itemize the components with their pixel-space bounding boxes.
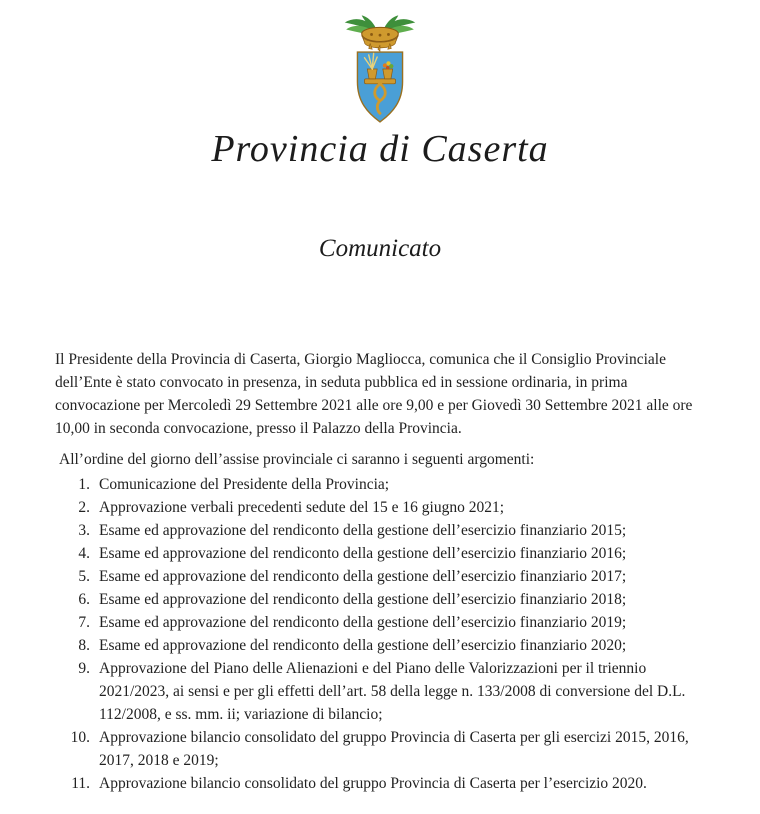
agenda-item [55,473,715,496]
document-body [55,348,715,795]
agenda-item-number: 5. [78,568,90,585]
agenda-item-text: Esame ed approvazione del rendiconto della gestione dell’esercizio finanziario 2019; [99,614,627,631]
agenda-item-text: Approvazione del Piano delle Alienazioni e del Piano delle Valorizzazioni per il triennio 2021/2023, ai sensi e per gli effetti dell’art. 58 della legge n. 133/2008 di conversione del D.L. 112/2008, e ss. mm. ii; variazione di bilancio; [99,660,686,723]
agenda-item [55,611,715,634]
agenda-item [55,496,715,519]
agenda-item-text: Comunicazione del Presidente della Provincia; [99,476,390,493]
agenda-item-number: 2. [78,499,90,516]
agenda-item-text: Esame ed approvazione del rendiconto della gestione dell’esercizio finanziario 2018; [99,591,627,608]
agenda-item-number: 1. [78,476,90,493]
agenda-list [55,473,715,795]
agenda-item [55,542,715,565]
intro-paragraph: Il Presidente della Provincia di Caserta, Giorgio Magliocca, comunica che il Consiglio Provinciale dell’Ente è stato convocato in presenza, in seduta pubblica ed in sessione ordinaria, in prima convocazione per Mercoledì 29 Settembre 2021 alle ore 9,00 e per Giovedì 30 Settembre 2021 alle ore 10,00 in seconda convocazione, presso il Palazzo della Provincia. [55,351,693,437]
agenda-item-number: 10. [70,729,90,746]
agenda-item [55,772,715,795]
agenda-item [55,726,715,772]
document-subtitle: Comunicato [318,235,442,262]
agenda-item-text: Approvazione verbali precedenti sedute del 15 e 16 giugno 2021; [99,499,505,516]
agenda-item-text: Esame ed approvazione del rendiconto della gestione dell’esercizio finanziario 2015; [99,522,627,539]
agenda-item-text: Esame ed approvazione del rendiconto della gestione dell’esercizio finanziario 2016; [99,545,627,562]
agenda-item-text: Esame ed approvazione del rendiconto della gestione dell’esercizio finanziario 2017; [99,568,627,585]
crown-circlet-icon [362,27,399,51]
agenda-item-number: 9. [78,660,90,677]
agenda-item [55,565,715,588]
agenda-item-text: Approvazione bilancio consolidato del gruppo Provincia di Caserta per l’esercizio 2020. [99,775,647,792]
agenda-item-number: 11. [71,775,90,792]
agenda-item-number: 6. [78,591,90,608]
agenda-item-text: Esame ed approvazione del rendiconto della gestione dell’esercizio finanziario 2020; [99,637,627,654]
agenda-item-number: 8. [78,637,90,654]
agenda-item [55,657,715,726]
agenda-item [55,588,715,611]
agenda-item-number: 3. [78,522,90,539]
agenda-item-number: 4. [78,545,90,562]
agenda-item [55,634,715,657]
document-page [0,14,760,814]
agenda-item [55,519,715,542]
agenda-item-text: Approvazione bilancio consolidato del gruppo Provincia di Caserta per gli esercizi 2015, 2016, 2017, 2018 e 2019; [99,729,689,769]
shield-icon [357,52,402,122]
agenda-lead-paragraph: All’ordine del giorno dell’assise provinciale ci saranno i seguenti argomenti: [59,451,535,468]
provincia-di-caserta-coat-of-arms-icon [337,14,423,124]
agenda-item-number: 7. [78,614,90,631]
page-title: Provincia di Caserta [211,128,549,170]
